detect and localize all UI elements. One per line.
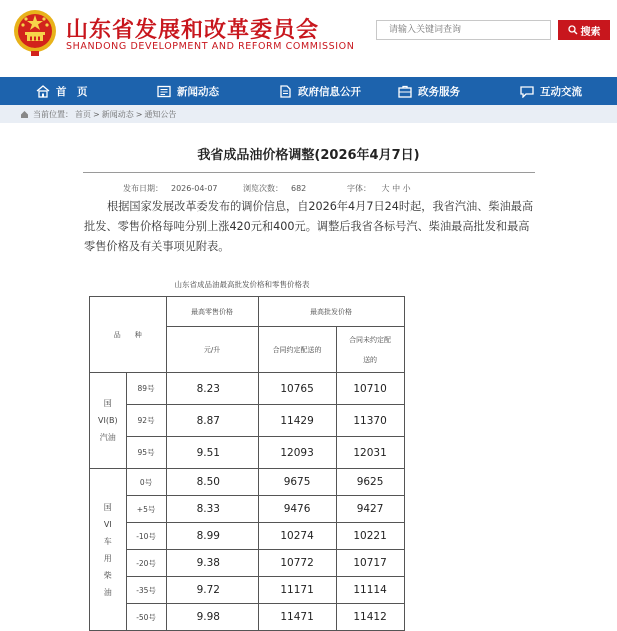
font-size-small[interactable]: 小	[402, 184, 411, 193]
table-row	[90, 604, 405, 631]
document-icon	[278, 85, 292, 98]
nav-item-interaction[interactable]	[520, 77, 582, 105]
grade-cell: -10号	[126, 523, 166, 550]
price-table	[89, 296, 405, 631]
wholesale-delivery-cell: 11171	[258, 577, 336, 604]
wholesale-no-delivery-cell: 12031	[336, 437, 404, 469]
wholesale-delivery-cell: 10772	[258, 550, 336, 577]
table-row	[90, 523, 405, 550]
grade-cell: 92号	[126, 405, 166, 437]
home-icon	[36, 85, 50, 98]
wholesale-no-delivery-cell: 11370	[336, 405, 404, 437]
retail-cell: 9.38	[166, 550, 258, 577]
grade-cell: 95号	[126, 437, 166, 469]
table-row	[90, 496, 405, 523]
font-size-large[interactable]: 大	[381, 184, 390, 193]
view-count-value: 682	[291, 184, 307, 193]
news-icon	[157, 85, 171, 98]
site-subtitle: SHANDONG DEVELOPMENT AND REFORM COMMISSION	[66, 41, 355, 52]
retail-cell: 8.23	[166, 373, 258, 405]
grade-cell: 89号	[126, 373, 166, 405]
wholesale-no-delivery-cell: 11412	[336, 604, 404, 631]
nav-item-label: 新闻动态	[177, 85, 219, 98]
nav-item-gov-info[interactable]	[278, 77, 361, 105]
breadcrumb-prefix: 当前位置：	[33, 109, 73, 119]
table-row	[90, 405, 405, 437]
view-count-label: 浏览次数：	[243, 184, 283, 193]
header-wholesale: 最高批发价格	[258, 297, 404, 327]
wholesale-delivery-cell: 10765	[258, 373, 336, 405]
breadcrumb-news[interactable]: 新闻动态	[101, 109, 134, 119]
wholesale-delivery-cell: 11471	[258, 604, 336, 631]
location-icon	[20, 110, 29, 119]
title-divider	[83, 172, 535, 173]
header-retail: 最高零售价格	[166, 297, 258, 327]
wholesale-delivery-cell: 9476	[258, 496, 336, 523]
search-icon	[568, 25, 578, 35]
chat-icon	[520, 85, 534, 98]
article-title: 我省成品油价格调整(2026年4月7日)	[197, 148, 420, 163]
grade-cell: 0号	[126, 469, 166, 496]
gasoline-category: 国VI(B)汽油	[90, 373, 127, 469]
breadcrumb-separator: >	[93, 109, 100, 119]
site-title: 山东省发展和改革委员会	[66, 18, 320, 43]
grade-cell: -50号	[126, 604, 166, 631]
font-size-switcher	[347, 183, 411, 194]
wholesale-no-delivery-cell: 10717	[336, 550, 404, 577]
wholesale-no-delivery-cell: 9427	[336, 496, 404, 523]
publish-date	[123, 183, 218, 194]
table-row	[90, 577, 405, 604]
header-product: 品 种	[90, 297, 167, 373]
retail-cell: 9.51	[166, 437, 258, 469]
header-contract-delivery: 合同约定配送的	[258, 327, 336, 373]
grade-cell: -35号	[126, 577, 166, 604]
header-retail-unit: 元/升	[166, 327, 258, 373]
nav-item-news[interactable]	[157, 77, 219, 105]
breadcrumb	[0, 105, 617, 123]
table-row	[90, 550, 405, 577]
nav-item-label: 政府信息公开	[298, 85, 361, 98]
breadcrumb-separator: >	[135, 109, 143, 119]
grade-cell: -20号	[126, 550, 166, 577]
nav-item-services[interactable]	[398, 77, 460, 105]
publish-date-value: 2026-04-07	[171, 184, 218, 193]
breadcrumb-home[interactable]: 首页	[75, 109, 91, 119]
breadcrumb-notices[interactable]: 通知公告	[144, 109, 177, 119]
nav-item-label: 政务服务	[418, 85, 460, 98]
wholesale-no-delivery-cell: 10710	[336, 373, 404, 405]
font-size-medium[interactable]: 中	[392, 184, 401, 193]
font-size-label: 字体：	[347, 184, 371, 193]
view-count	[243, 183, 306, 194]
wholesale-no-delivery-cell: 9625	[336, 469, 404, 496]
nav-item-label: 互动交流	[540, 85, 582, 98]
publish-date-label: 发布日期：	[123, 184, 163, 193]
retail-cell: 8.33	[166, 496, 258, 523]
national-emblem-icon	[12, 7, 58, 57]
diesel-category: 国VI车用柴油	[90, 469, 127, 631]
service-icon	[398, 85, 412, 98]
table-row	[90, 373, 405, 405]
grade-cell: +5号	[126, 496, 166, 523]
retail-cell: 8.99	[166, 523, 258, 550]
article-paragraph: 根据国家发展改革委发布的调价信息，自2026年4月7日24时起，我省汽油、柴油最高批发、零售价格每吨分别上涨420元和400元。调整后我省各标号汽、柴油最高批发和最高零售价格及有关事项见附表。	[84, 200, 534, 253]
retail-cell: 9.72	[166, 577, 258, 604]
table-row	[90, 469, 405, 496]
search-button-label: 搜索	[580, 26, 601, 38]
wholesale-no-delivery-cell: 10221	[336, 523, 404, 550]
search-button[interactable]	[558, 20, 610, 40]
table-row	[90, 437, 405, 469]
search-input[interactable]	[376, 20, 551, 40]
table-caption: 山东省成品油最高批发价格和零售价格表	[174, 280, 310, 289]
nav-item-label: 首 页	[56, 85, 88, 98]
wholesale-delivery-cell: 10274	[258, 523, 336, 550]
retail-cell: 8.50	[166, 469, 258, 496]
retail-cell: 9.98	[166, 604, 258, 631]
main-nav	[0, 77, 617, 105]
nav-item-home[interactable]	[36, 77, 88, 105]
wholesale-no-delivery-cell: 11114	[336, 577, 404, 604]
wholesale-delivery-cell: 11429	[258, 405, 336, 437]
header-contract-no-delivery: 合同未约定配送的	[336, 327, 404, 373]
site-header	[0, 0, 617, 75]
wholesale-delivery-cell: 9675	[258, 469, 336, 496]
wholesale-delivery-cell: 12093	[258, 437, 336, 469]
retail-cell: 8.87	[166, 405, 258, 437]
